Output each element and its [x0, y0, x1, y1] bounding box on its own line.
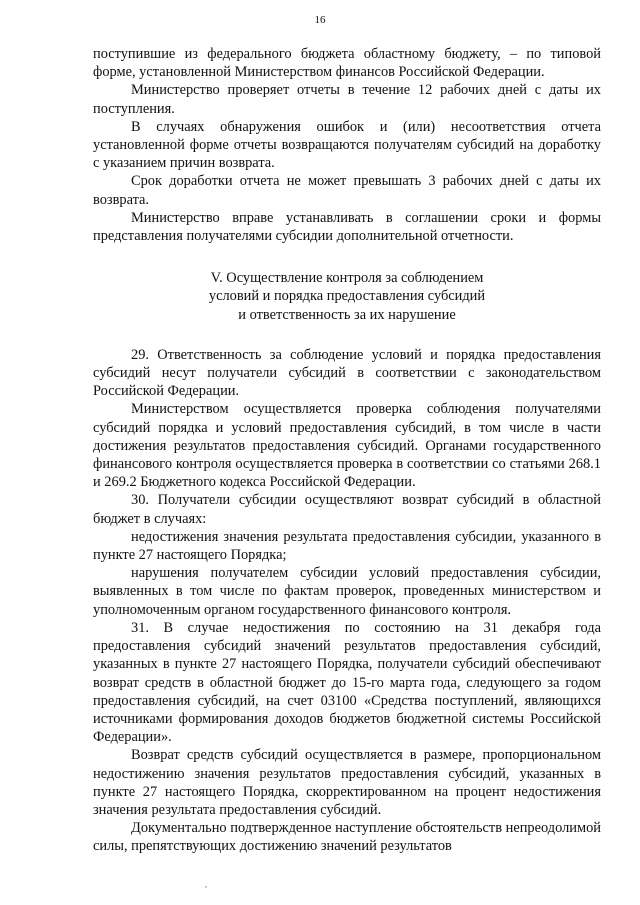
section-heading-line-3: и ответственность за их нарушение: [238, 306, 456, 323]
paragraph: Министерство проверяет отчеты в течение 12 рабочих дней с даты их поступления.: [93, 82, 601, 117]
section-heading: [93, 269, 601, 324]
paragraph: поступившие из федерального бюджета областному бюджету, – по типовой форме, установленной Министерством финансов Российской Федерации.: [93, 46, 601, 81]
paragraphs-top: [93, 45, 601, 245]
paragraph: 29. Ответственность за соблюдение условий и порядка предоставления субсидий несут получатели субсидий в соответствии с законодательством Российской Федерации.: [93, 346, 601, 400]
paragraph: Возврат средств субсидий осуществляется в размере, пропорциональном недостижению значения результатов предоставления субсидий, указанных в пункте 27 настоящего Порядка, скорректированном на процент недостижения значения результата предоставления субсидий.: [93, 747, 601, 818]
paragraph: Срок доработки отчета не может превышать 3 рабочих дней с даты их возврата.: [93, 173, 601, 208]
section-heading-line-1: V. Осуществление контроля за соблюдением: [210, 270, 484, 287]
paragraph: нарушения получателем субсидии условий предоставления субсидии, выявленных в том числе по фактам проверок, проведенных министерством и уполномоченным органом государственного финансового контроля.: [93, 565, 601, 618]
paragraphs-bottom: [93, 346, 601, 856]
scan-mark: ,: [205, 880, 207, 889]
paragraph: 31. В случае недостижения по состоянию на 31 декабря года предоставления субсидий значений результатов предоставления субсидий, указанных в пункте 27 настоящего Порядка, получатели субсидий обеспечивают возврат средств в областной бюджет до 15-го марта года, следующего за годом предоставления субсидий, на счет 03100 «Средства поступлений, являющихся источниками формирования доходов бюджетов бюджетной системы Российской Федерации».: [93, 619, 601, 746]
paragraph: недостижения значения результата предоставления субсидии, указанного в пункте 27 настоящего Порядка;: [93, 528, 601, 564]
paragraph: 30. Получатели субсидии осуществляют возврат субсидий в областной бюджет в случаях:: [93, 492, 601, 527]
section-heading-line-2: условий и порядка предоставления субсидий: [208, 288, 486, 305]
paragraph: Документально подтвержденное наступление обстоятельств непреодолимой силы, препятствующих достижению значений результатов: [93, 820, 601, 855]
paragraph: Министерство вправе устанавливать в соглашении сроки и формы представления получателями субсидии дополнительной отчетности.: [93, 209, 601, 245]
page-number: 16: [314, 14, 326, 26]
document-body: [93, 45, 601, 856]
paragraph: Министерством осуществляется проверка соблюдения получателями субсидий порядка и условий предоставления субсидий, в том числе в части достижения результатов предоставления субсидий. Органами государственного финансового контроля осуществляется проверка в соответствии со статьями 268.1 и 269.2 Бюджетного кодекса Российской Федерации.: [93, 401, 601, 491]
paragraph: В случаях обнаружения ошибок и (или) несоответствия отчета установленной форме отчеты возвращаются получателям субсидий на доработку с указанием причин возврата.: [93, 118, 601, 172]
